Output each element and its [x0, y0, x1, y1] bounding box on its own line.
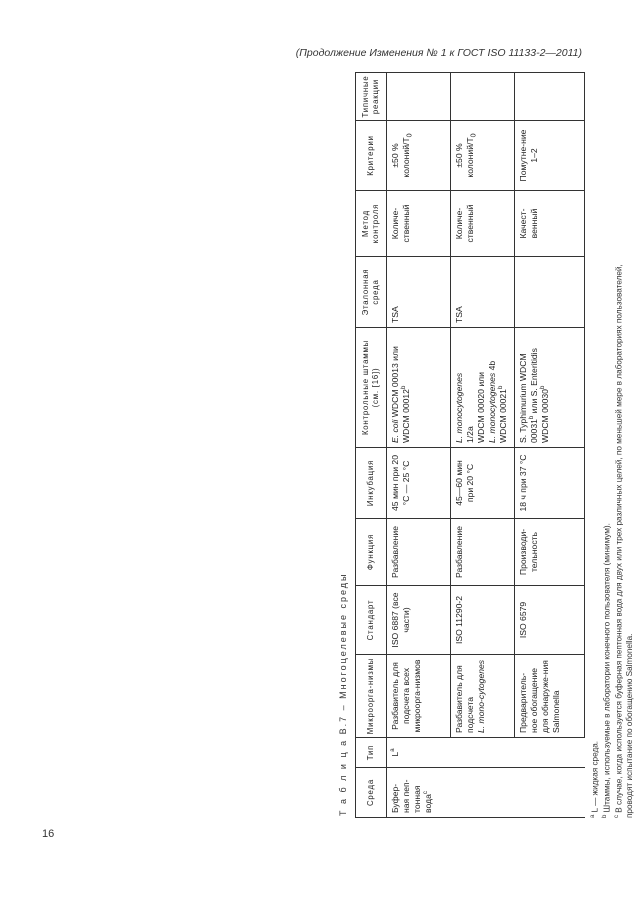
cell-organisms: Разбавитель для подсчета L. mono-cytogenes	[451, 655, 515, 738]
col-header-function: Функция	[356, 519, 387, 586]
table-caption: Т а б л и ц а В.7 – Многоцелевые среды	[338, 572, 348, 816]
footnote-b: $^b$ Штаммы, используемые в лаборатории конечного пользователя (минимум).	[601, 523, 612, 818]
col-header-standard: Стандарт	[356, 586, 387, 655]
col-header-strains: Контрольные штаммы (см. [16])	[356, 328, 387, 448]
cell-reference: TSA	[451, 257, 515, 328]
cell-function: Разбавление	[387, 519, 451, 586]
cell-reference	[515, 257, 585, 328]
cell-method: Качест-венный	[515, 191, 585, 257]
col-header-organisms: Микроорга-низмы	[356, 655, 387, 738]
table-row	[387, 73, 451, 818]
footnote-c: $^c$ В случае, когда используется буферная пептонная вода для двух или трех различных целей, по меньшей мере в лабораториях пользователей,	[613, 264, 624, 818]
col-header-medium: Среда	[356, 768, 387, 818]
col-header-reference: Эталонная среда	[356, 257, 387, 328]
table-row	[451, 73, 515, 818]
page-number: 16	[42, 828, 55, 840]
cell-organisms: Разбавитель для подсчета всех микроорга-низмов	[387, 655, 451, 738]
cell-strains: L. monocytogenes 1/2a WDCM 00020 или L. monocytogenes 4b WDCM 00021$^b$	[451, 328, 515, 448]
cell-incubation: 45—60 мин при 20 °С	[451, 448, 515, 519]
cell-standard: ISO 6887 (все части)	[387, 586, 451, 655]
media-table	[355, 72, 585, 818]
col-header-reactions: Типичные реакции	[356, 73, 387, 121]
cell-criteria: ±50 % колоний/$T_0$	[387, 121, 451, 191]
cell-function: Разбавление	[451, 519, 515, 586]
rotated-table-block	[337, 73, 635, 818]
cell-medium: Буфер-ная пеп-тонная вода$^c$	[387, 768, 585, 818]
table-header-row	[356, 73, 387, 818]
cell-function: Производи-тельность	[515, 519, 585, 586]
cell-type: $L^a$	[387, 738, 585, 768]
cell-reference: TSA	[387, 257, 451, 328]
cell-incubation: 45 мин при 20 °С — 25 °С	[387, 448, 451, 519]
cell-standard: ISO 11290-2	[451, 586, 515, 655]
col-header-incubation: Инкубация	[356, 448, 387, 519]
cell-reactions	[451, 73, 515, 121]
cell-strains: E. coli WDCM 00013 или WDCM 00012$^b$	[387, 328, 451, 448]
cell-method: Количе-ственный	[387, 191, 451, 257]
cell-criteria: ±50 % колоний/$T_0$	[451, 121, 515, 191]
footnote-c-continued: проводят испытание по обогащению Salmonella.	[625, 633, 635, 818]
cell-criteria: Помутне-ние 1–2	[515, 121, 585, 191]
page-header: (Продолжение Изменения № 1 к ГОСТ ISO 11133-2—2011)	[295, 47, 582, 59]
col-header-method: Метод контроля	[356, 191, 387, 257]
footnote-a: $^a$ L — жидкая среда.	[590, 740, 600, 818]
footnotes	[589, 73, 635, 818]
table-row	[515, 73, 585, 818]
col-header-criteria: Критерии	[356, 121, 387, 191]
cell-reactions	[387, 73, 451, 121]
cell-standard: ISO 6579	[515, 586, 585, 655]
cell-strains: S. Typhimurium WDCM 00031$^b$ или S. Enteritidis WDCM 00030$^b$	[515, 328, 585, 448]
cell-incubation: 18 ч при 37 °С	[515, 448, 585, 519]
cell-organisms: Предваритель-ное обогащение для обнаруже-ния Salmonella	[515, 655, 585, 738]
col-header-type: Тип	[356, 738, 387, 768]
cell-method: Количе-ственный	[451, 191, 515, 257]
cell-reactions	[515, 73, 585, 121]
